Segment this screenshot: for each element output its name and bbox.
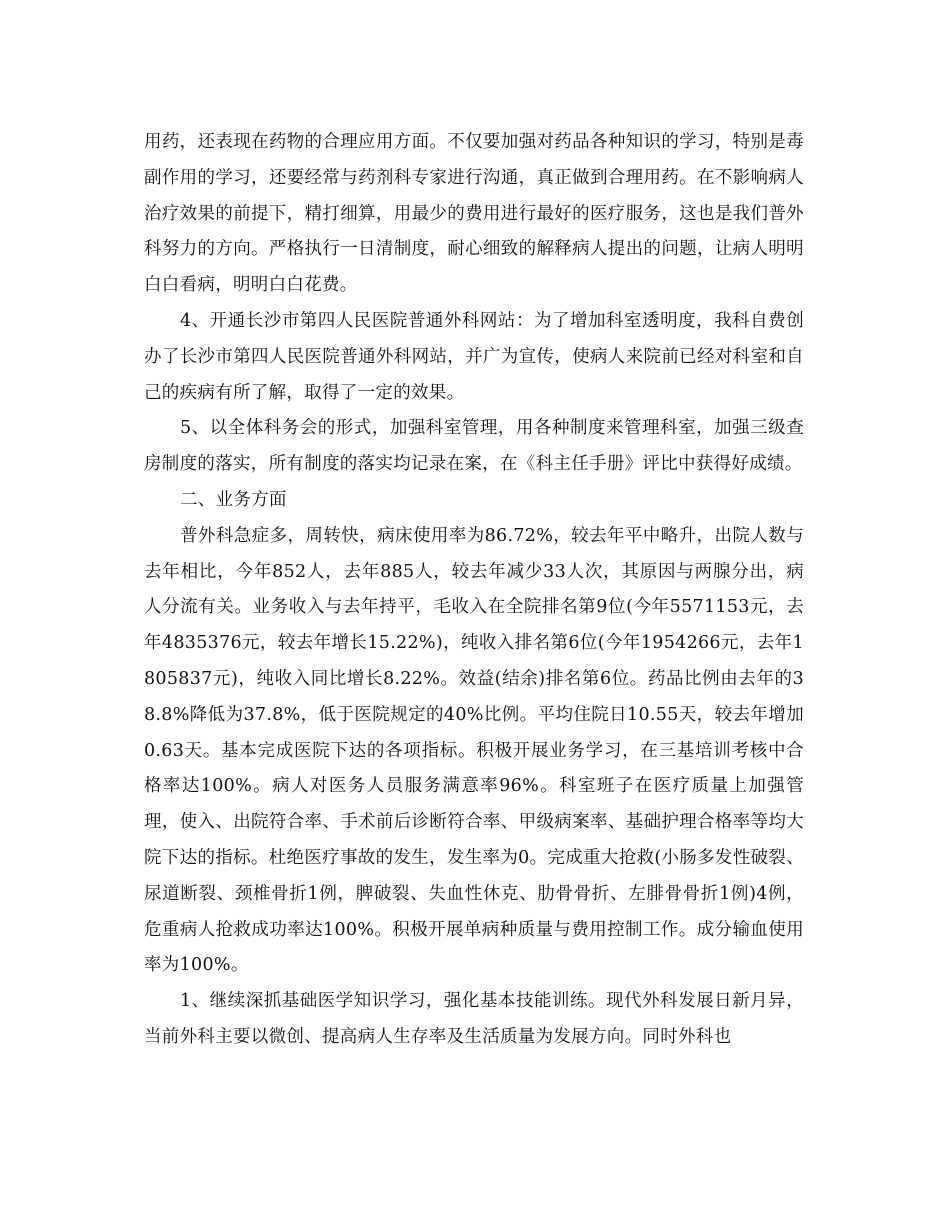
paragraph-business-summary: 普外科急症多，周转快，病床使用率为86.72%，较去年平中略升，出院人数与去年相比，今年852人，去年885人，较去年减少33人次，其原因与两腺分出，病人分流有关。业务收入与去年持平，毛收入在全院排名第9位(今年5571153元，去年4835376元，较去年增长15.22%)，纯收入排名第6位(今年1954266元，去年1805837元)，纯收入同比增长8.22%。效益(结余)排名第6位。药品比例由去年的38.8%降低为37.8%，低于医院规定的40%比例。平均住院日10.55天，较去年增加0.63天。基本完成医院下达的各项指标。积极开展业务学习，在三基培训考核中合格率达100%。病人对医务人员服务满意率96%。科室班子在医疗质量上加强管理，使入、出院符合率、手术前后诊断符合率、甲级病案率、基础护理合格率等均大院下达的指标。杜绝医疗事故的发生，发生率为0。完成重大抢救(小肠多发性破裂、尿道断裂、颈椎骨折1例，脾破裂、失血性休克、肋骨骨折、左腓骨骨折1例)4例，危重病人抢救成功率达100%。积极开展单病种质量与费用控制工作。成分输血使用率为100%。 [144, 525, 804, 976]
paragraph-item-1-training: 1、继续深抓基础医学知识学习，强化基本技能训练。现代外科发展日新月异，当前外科主要以微创、提高病人生存率及生活质量为发展方向。同时外科也 [144, 991, 804, 1047]
document-body [144, 125, 804, 1056]
section-heading-business: 二、业务方面 [180, 489, 287, 510]
paragraph-item-5-management: 5、以全体科务会的形式，加强科室管理，用各种制度来管理科室，加强三级查房制度的落实，所有制度的落实均记录在案，在《科主任手册》评比中获得好成绩。 [144, 418, 804, 475]
paragraph-item-4-website: 4、开通长沙市第四人民医院普通外科网站：为了增加科室透明度，我科自费创办了长沙市第四人民医院普通外科网站，并广为宣传，使病人来院前已经对科室和自己的疾病有所了解，取得了一定的效果。 [144, 310, 804, 403]
paragraph-continuation: 用药，还表现在药物的合理应用方面。不仅要加强对药品各种知识的学习，特别是毒副作用的学习，还要经常与药剂科专家进行沟通，真正做到合理用药。在不影响病人治疗效果的前提下，精打细算，用最少的费用进行最好的医疗服务，这也是我们普外科努力的方向。严格执行一日清制度，耐心细致的解释病人提出的问题，让病人明明白白看病，明明白白花费。 [144, 132, 804, 296]
